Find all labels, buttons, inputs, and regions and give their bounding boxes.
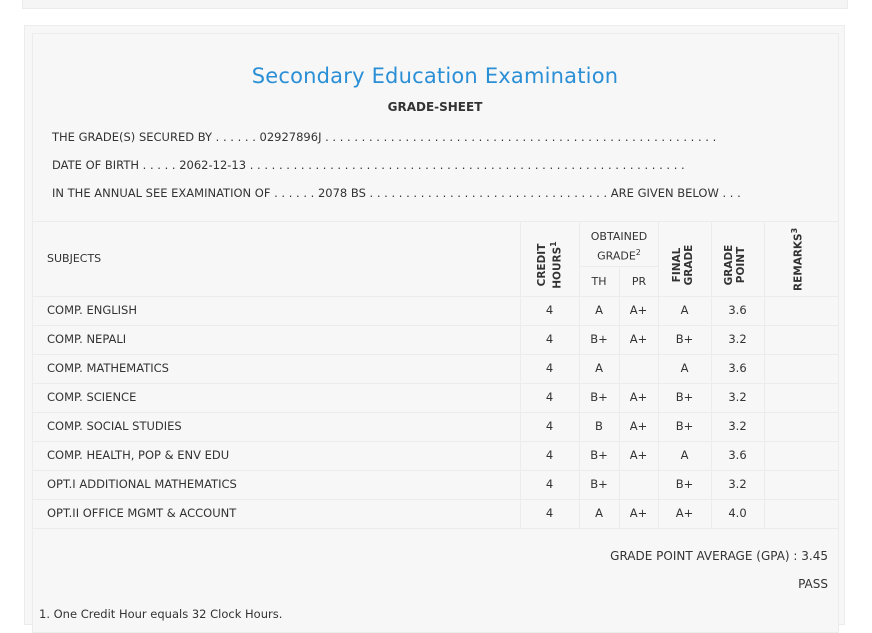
obtained-header-line1: OBTAINED (590, 230, 648, 243)
grade-point-cell: 3.2 (728, 477, 747, 491)
subject-cell: COMP. SCIENCE (47, 390, 137, 404)
gp-header-line2: POINT (735, 246, 747, 284)
th-grade-cell: A (595, 506, 603, 520)
credit-header-line2 (548, 237, 564, 293)
page-title: Secondary Education Examination (251, 64, 619, 88)
pr-grade-cell: A+ (629, 448, 648, 462)
table-row (32, 354, 839, 383)
grade-point-cell: 3.2 (728, 332, 747, 346)
grade-point-cell: 3.2 (728, 390, 747, 404)
remarks-header (789, 227, 805, 291)
remarks-cell (764, 470, 839, 499)
th-grade-cell: B (595, 419, 603, 433)
grade-point-cell: 3.2 (728, 419, 747, 433)
th-grade-cell: A (595, 361, 603, 375)
subject-cell: COMP. ENGLISH (47, 303, 137, 317)
table-row (32, 383, 839, 412)
subject-cell: OPT.I ADDITIONAL MATHEMATICS (47, 477, 237, 491)
credit-cell: 4 (545, 332, 554, 346)
th-header: TH (591, 275, 607, 288)
subjects-header: SUBJECTS (47, 252, 102, 265)
final-header-line1: FINAL (671, 247, 683, 283)
remarks-cell (764, 296, 839, 325)
th-grade-cell: B+ (590, 448, 608, 462)
table-top-border (32, 221, 839, 222)
obtained-header-line2 (580, 245, 658, 265)
obtained-footnote-mark: 2 (635, 248, 641, 257)
pr-grade-cell: A+ (629, 390, 648, 404)
th-grade-cell: A (595, 303, 603, 317)
th-grade-cell: B+ (590, 332, 608, 346)
remarks-header-text: REMARKS (792, 233, 805, 291)
th-grade-cell: B+ (590, 390, 608, 404)
exam-year-line: IN THE ANNUAL SEE EXAMINATION OF . . . . . . 2078 BS . . . . . . . . . . . . . . . . . . . . . . . . . . . . . . . . . ARE GIVEN BELOW . . . (52, 186, 741, 200)
table-bottom-border (32, 528, 839, 529)
table-row (32, 412, 839, 441)
credit-hours-header (536, 237, 564, 293)
credit-cell: 4 (545, 477, 554, 491)
remarks-cell (764, 441, 839, 470)
grade-sheet-subtitle: GRADE-SHEET (387, 100, 483, 114)
grade-point-header (723, 243, 747, 287)
table-row (32, 499, 839, 528)
final-grade-cell: B+ (675, 332, 694, 346)
pr-header: PR (631, 275, 647, 288)
subject-cell: COMP. MATHEMATICS (47, 361, 169, 375)
pr-grade-cell: A+ (629, 419, 648, 433)
final-grade-cell: B+ (675, 390, 694, 404)
remarks-footnote-mark: 3 (790, 227, 799, 234)
pr-grade-cell: A+ (629, 332, 648, 346)
obtained-header-text: GRADE (597, 249, 636, 263)
credit-cell: 4 (545, 419, 554, 433)
grade-point-cell: 3.6 (728, 303, 747, 317)
remarks-cell (764, 383, 839, 412)
final-grade-cell: A (680, 361, 689, 375)
credit-cell: 4 (545, 361, 554, 375)
credit-footnote-mark: 1 (549, 241, 558, 247)
remarks-cell (764, 354, 839, 383)
pr-grade-cell: A+ (629, 303, 648, 317)
final-grade-cell: B+ (675, 419, 694, 433)
gpa-summary: GRADE POINT AVERAGE (GPA) : 3.45 (610, 549, 828, 563)
grade-point-cell: 3.6 (728, 448, 747, 462)
footnote: 1. One Credit Hour equals 32 Clock Hours. (39, 607, 283, 621)
final-grade-cell: A+ (675, 506, 694, 520)
credit-cell: 4 (545, 303, 554, 317)
gp-header-line1: GRADE (723, 244, 735, 286)
remarks-cell (764, 499, 839, 528)
final-grade-cell: B+ (675, 477, 694, 491)
remarks-cell (764, 325, 839, 354)
result-status: PASS (798, 577, 828, 591)
credit-header-line1: CREDIT (536, 243, 548, 287)
credit-cell: 4 (545, 506, 554, 520)
table-row (32, 470, 839, 499)
subject-cell: COMP. NEPALI (47, 332, 127, 346)
date-of-birth-line: DATE OF BIRTH . . . . . 2062-12-13 . . . . . . . . . . . . . . . . . . . . . . . . . . . . . . . . . . . . . . . . . . . . . . . . . . . . . . . . . . . . (52, 158, 685, 172)
th-grade-cell: B+ (590, 477, 608, 491)
credit-header-text: HOURS (551, 246, 564, 289)
pr-grade-cell: A+ (629, 506, 648, 520)
pr-grade-cell (619, 470, 658, 499)
pr-grade-cell (619, 354, 658, 383)
obtained-grade-header (580, 229, 658, 265)
remarks-cell (764, 412, 839, 441)
final-grade-cell: A (680, 448, 689, 462)
grade-point-cell: 4.0 (728, 506, 747, 520)
final-grade-header (671, 243, 695, 287)
subject-cell: OPT.II OFFICE MGMT & ACCOUNT (47, 506, 237, 520)
credit-cell: 4 (545, 390, 554, 404)
credit-cell: 4 (545, 448, 554, 462)
table-row (32, 325, 839, 354)
final-grade-cell: A (680, 303, 689, 317)
table-row (32, 296, 839, 325)
final-header-line2: GRADE (683, 244, 695, 286)
subject-cell: COMP. HEALTH, POP & ENV EDU (47, 448, 230, 462)
grade-point-cell: 3.6 (728, 361, 747, 375)
subject-cell: COMP. SOCIAL STUDIES (47, 419, 182, 433)
student-symbol-line: THE GRADE(S) SECURED BY . . . . . . 02927896J . . . . . . . . . . . . . . . . . . . . . . . . . . . . . . . . . . . . . . . . . . . . . . . . . . . . . . (52, 130, 717, 144)
table-row (32, 441, 839, 470)
top-strip (22, 0, 848, 9)
grade-sheet-card (24, 25, 845, 625)
